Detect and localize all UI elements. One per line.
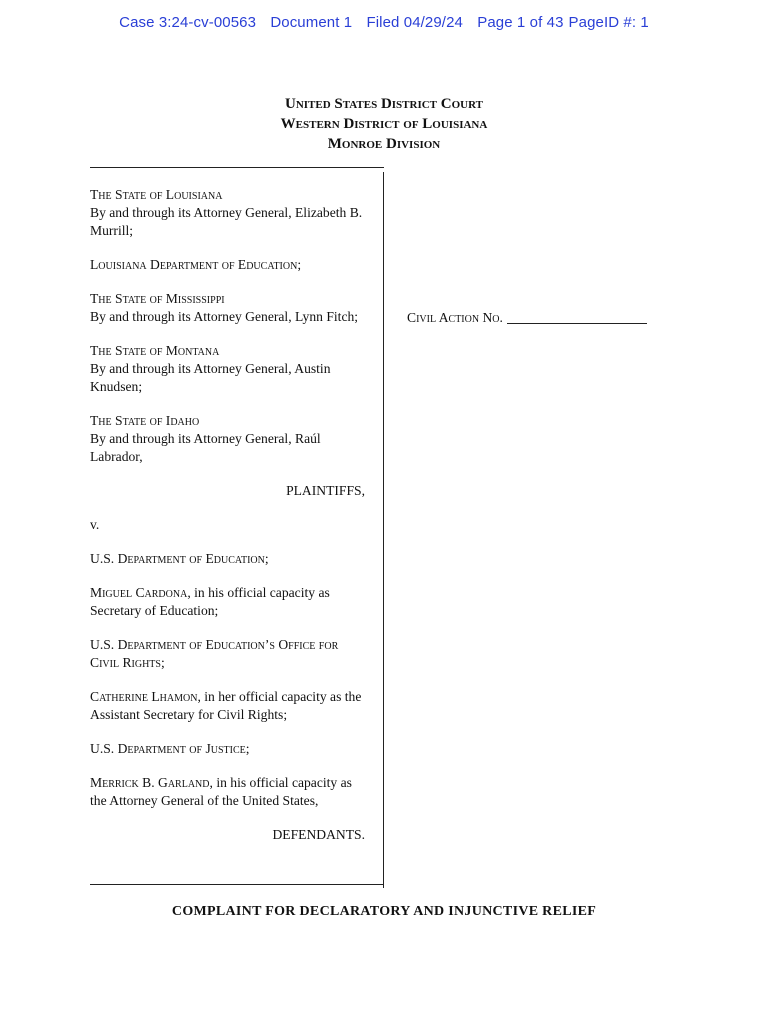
- defendant-entry: [90, 740, 365, 758]
- civil-action-number: [407, 310, 647, 326]
- plaintiff-name: The State of Montana: [90, 343, 220, 358]
- plaintiff-detail: By and through its Attorney General, Elizabeth B. Murrill;: [90, 205, 363, 238]
- plaintiff-entry: [90, 290, 365, 326]
- defendant-name: U.S. Department of Education;: [90, 551, 269, 566]
- civil-action-blank: [507, 323, 647, 324]
- plaintiff-entry: [90, 412, 365, 466]
- caption-bottom-rule: [90, 884, 384, 885]
- ecf-header: [0, 14, 768, 31]
- court-name: United States District Court: [284, 96, 483, 112]
- plaintiff-detail: By and through its Attorney General, Raúl Labrador,: [90, 431, 321, 464]
- filed-date: Filed 04/29/24: [366, 14, 463, 31]
- court-heading: [0, 94, 768, 154]
- plaintiff-detail: By and through its Attorney General, Lynn Fitch;: [90, 309, 359, 324]
- defendant-name: U.S. Department of Education’s Office for Civil Rights;: [90, 637, 339, 670]
- defendant-entry: [90, 550, 365, 568]
- plaintiff-name: The State of Mississippi: [90, 291, 225, 306]
- caption-vertical-rule: [383, 172, 384, 888]
- defendant-name: Catherine Lhamon: [90, 689, 198, 704]
- defendant-detail: , in his official capacity as the Attorney General of the United States,: [90, 775, 352, 808]
- civil-action-label: Civil Action No.: [407, 310, 503, 325]
- plaintiffs-label: PLAINTIFFS,: [286, 483, 365, 498]
- defendants-label: DEFENDANTS.: [272, 827, 365, 842]
- court-division: Monroe Division: [327, 136, 441, 152]
- plaintiff-entry: [90, 342, 365, 396]
- defendant-entry: [90, 688, 365, 724]
- defendant-entry: [90, 636, 365, 672]
- court-district: Western District of Louisiana: [280, 116, 488, 132]
- plaintiff-entry: [90, 256, 365, 274]
- case-caption: [90, 186, 365, 844]
- plaintiff-entry: [90, 186, 365, 240]
- page-id: PageID #: 1: [568, 14, 649, 31]
- defendant-name: U.S. Department of Justice;: [90, 741, 250, 756]
- case-number: Case 3:24-cv-00563: [119, 14, 257, 31]
- caption-top-rule: [90, 167, 384, 168]
- defendant-entry: [90, 584, 365, 620]
- defendant-entry: [90, 774, 365, 810]
- document-number: Document 1: [270, 14, 353, 31]
- plaintiff-detail: By and through its Attorney General, Austin Knudsen;: [90, 361, 331, 394]
- plaintiff-name: The State of Idaho: [90, 413, 200, 428]
- page-count: Page 1 of 43: [477, 14, 564, 31]
- plaintiff-name: The State of Louisiana: [90, 187, 223, 202]
- plaintiff-name: Louisiana Department of Education;: [90, 257, 302, 272]
- defendant-name: Merrick B. Garland: [90, 775, 210, 790]
- versus: v.: [90, 517, 100, 532]
- defendant-name: Miguel Cardona: [90, 585, 188, 600]
- defendant-detail: , in his official capacity as Secretary of Education;: [90, 585, 330, 618]
- document-title: COMPLAINT FOR DECLARATORY AND INJUNCTIVE RELIEF: [171, 904, 597, 919]
- defendant-detail: , in her official capacity as the Assistant Secretary for Civil Rights;: [90, 689, 362, 722]
